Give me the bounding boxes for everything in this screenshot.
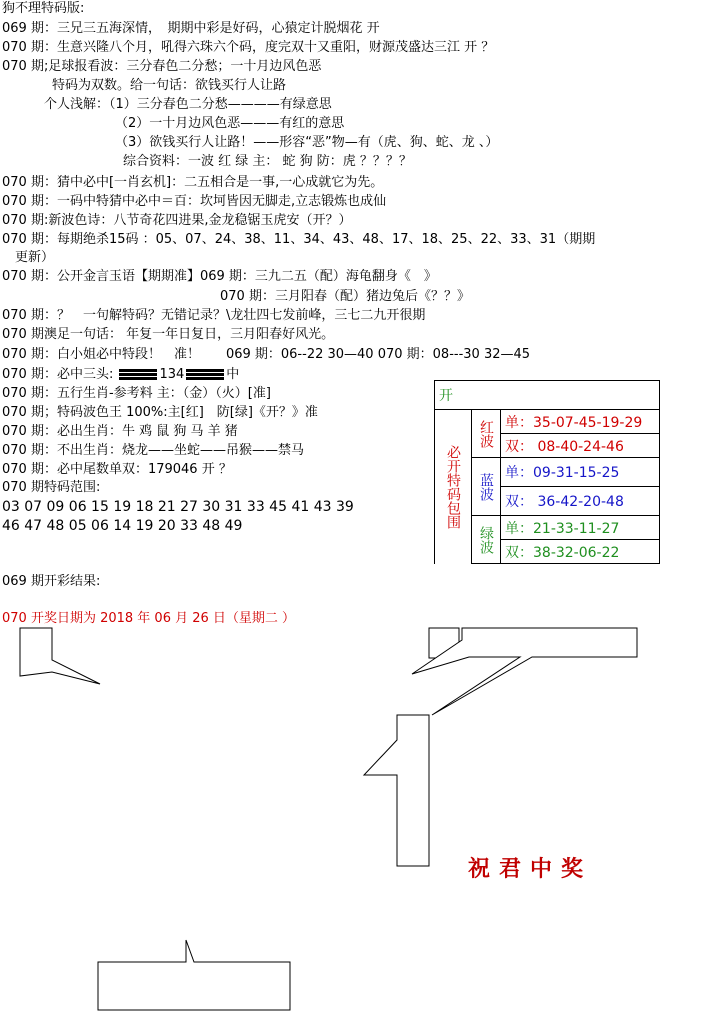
- callout-left-box: [20, 628, 100, 684]
- three-heads-value: 134: [159, 367, 185, 382]
- wave-green-label: 绿波: [472, 516, 501, 564]
- line-five-elements: 070 期：五行生肖-参考料 主：（金）（火）[准]: [2, 386, 271, 401]
- wave-green-single: 单：21-33-11-27: [501, 516, 660, 540]
- line-range-label: 070 期特码范围:: [2, 480, 101, 495]
- line-kill-numbers: 070 期：每期绝杀15码 ：05、07、24、38、11、34、43、48、17、18、25、22、33、31（期期: [2, 232, 596, 247]
- line-wave-king: 070 期；特码波色王 100%:主[红] 防[绿]《开？》准: [2, 405, 318, 420]
- wave-red-label: 红波: [472, 410, 501, 458]
- line-white-lady: 070 期：白小姐必中特段！ 准！ 069 期：06--22 30—40 070 期：08---30 32—45: [2, 347, 531, 362]
- line-069-poem: 069 期：三兄三五海深情， 期期中彩是好码，心猿定计脱烟花 开: [2, 21, 380, 36]
- line-range-1: 03 07 09 06 15 19 18 21 27 30 31 33 45 41 43 39: [2, 499, 354, 515]
- callout-bottom-box: [98, 940, 290, 1010]
- line-personal-3: （3）欲钱买行人让路！——形容“恶”物—有（虎、狗、蛇、龙 、）: [115, 135, 499, 150]
- callout-tall-box: [364, 715, 429, 866]
- line-070-business: 070 期：生意兴隆八个月，吼得六珠六个码，度完双十又重阳，财源茂盛达三江 开 ？: [2, 40, 495, 55]
- line-wave-poem: 070 期:新波色诗：八节奇花四进果,金龙稳锯玉虎安（开？）: [2, 213, 352, 228]
- hexagram-bars-icon: [119, 369, 157, 380]
- line-one-code: 070 期：一码中特猜中必中＝百：坎坷皆因无脚走,立志锻炼也成仙: [2, 194, 387, 209]
- wave-table: [434, 380, 660, 564]
- line-range-2: 46 47 48 05 06 14 19 20 33 48 49: [2, 518, 243, 534]
- line-tail-number: 070 期：必中尾数单双：179046 开 ？: [2, 462, 232, 477]
- three-heads-label: 070 期：必中三头:: [2, 367, 114, 382]
- line-macau: 070 期澳足一句话： 年复一年日复日，三月阳春好风光。: [2, 327, 335, 342]
- wave-table-side-label: 必开特码包围: [435, 410, 472, 564]
- document-title: 狗不理特码版:: [2, 1, 85, 16]
- line-golden-words-2: 070 期：三月阳春（配）猪边兔后《？？》: [220, 289, 470, 304]
- wave-green-double: 双：38-32-06-22: [501, 540, 660, 564]
- line-personal-2: （2）一十月边风色恶———有红的意思: [115, 116, 345, 131]
- wave-red-single: 单：35-07-45-19-29: [501, 410, 660, 434]
- line-must-zodiac: 070 期：必出生肖：牛 鸡 鼠 狗 马 羊 猪: [2, 424, 238, 439]
- three-heads-suffix: 中: [226, 367, 240, 382]
- line-kill-numbers-cont: 更新）: [15, 250, 55, 265]
- line-summary: 综合资料：一波 红 绿 主： 蛇 狗 防：虎 ？？？？: [123, 154, 412, 169]
- line-070-football: 070 期;足球报看波：三分春色二分愁；一十月边风色恶: [2, 59, 322, 74]
- result-title: 069 期开彩结果:: [2, 574, 101, 589]
- hexagram-bars-icon: [186, 369, 224, 380]
- line-guess-zodiac: 070 期：猜中必中[一肖玄机]：二五相合是一事,一心成就它为先。: [2, 175, 384, 190]
- wave-red-double: 双： 08-40-24-46: [501, 434, 660, 458]
- line-one-sentence: 070 期：？ 一句解特码？无错记录？\龙壮四七发前峰，三七二九开很期: [2, 308, 426, 323]
- wave-blue-double: 双： 36-42-20-48: [501, 487, 660, 516]
- line-golden-words: 070 期：公开金言玉语【期期准】069 期：三九二五（配）海龟翻身《 》: [2, 269, 437, 284]
- prize-greeting: 祝君中奖: [468, 856, 593, 882]
- wave-blue-single: 单：09-31-15-25: [501, 458, 660, 487]
- wave-blue-label: 蓝波: [472, 458, 501, 516]
- draw-date: 070 开奖日期为 2018 年 06 月 26 日（星期二 ）: [2, 611, 296, 626]
- line-personal-1: 个人浅解：（1）三分春色二分愁————有绿意思: [44, 97, 332, 112]
- callout-right-small-box: [429, 628, 459, 658]
- line-three-heads: [2, 366, 239, 384]
- line-hint: 特码为双数。给一句话：欲钱买行人让路: [52, 78, 287, 93]
- line-not-zodiac: 070 期：不出生肖：烧龙——坐蛇——吊猴——禁马: [2, 443, 304, 458]
- callout-right-box: [412, 628, 637, 715]
- wave-table-header: 开: [435, 381, 660, 410]
